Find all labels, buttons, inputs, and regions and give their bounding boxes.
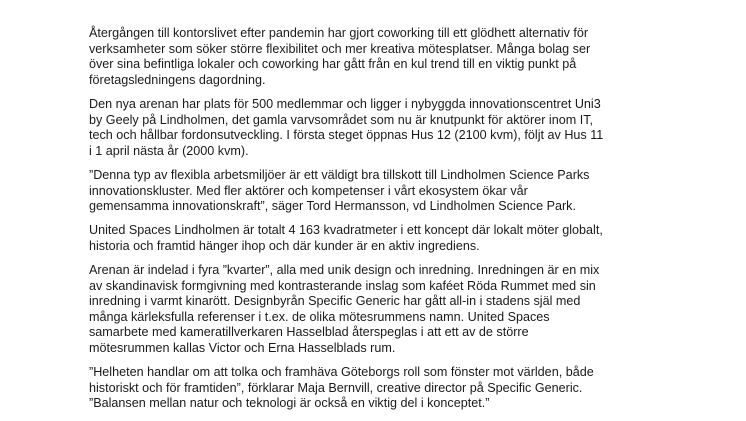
paragraph-quote-bernvill: ”Helheten handlar om att tolka och framhäva Göteborgs roll som fönster mot världen, både historiskt och för framtiden”, förklarar Maja Bernvill, creative director på Specific Generic. ”Balansen mellan natur och teknologi är också en viktig del i konceptet.” — [89, 365, 594, 411]
paragraph-design-quarters: Arenan är indelad i fyra ”kvarter”, alla med unik design och inredning. Inredningen är en mix av skandinavisk formgivning med kontrasterande inslag som kaféet Röda Rummet med sin inredning i varmt kinarött. Designbyrån Specific Generic har gått all-in i stadens själ med många kärleksfulla referenser i t.ex. de olika mötesrummens namn. United Spaces samarbete med kameratillverkaren Hasselblad återspeglas i att ett av de större mötesrummen kallas Victor och Erna Hasselblads rum. — [89, 263, 600, 356]
document-body — [89, 0, 669, 421]
paragraph-quote-hermansson: ”Denna typ av flexibla arbetsmiljöer är ett väldigt bra tillskott till Lindholmen Science Parks innovationskluster. Med fler aktörer och kompetenser i vårt ekosystem ökar vår gemensamma innovationskraft”, säger Tord Hermansson, vd Lindholmen Science Park. — [89, 167, 590, 214]
paragraph-arena-location: Den nya arenan har plats för 500 medlemmar och ligger i nybyggda innovationscentret Uni3 by Geely på Lindholmen, det gamla varvsområdet som nu är knutpunkt för aktörer inom IT, tech och hållbar fordonsutveckling. I första steget öppnas Hus 12 (2100 kvm), följt av Hus 11 i 1 april nästa år (2000 kvm). — [89, 96, 604, 158]
paragraph-concept-size: United Spaces Lindholmen är totalt 4 163 kvadratmeter i ett koncept där lokalt möter globalt, historia och framtid hänger ihop och där kunder är en aktiv ingrediens. — [89, 223, 603, 253]
paragraph-coworking-trend: Återgången till kontorslivet efter pandemin har gjort coworking till ett glödhett alternativ för verksamheter som söker större flexibilitet och mer kreativa mötesplatser. Många bolag ser över sina befintliga lokaler och coworking har gått från en kul trend till en viktig punkt på företagsledningens dagordning. — [89, 26, 591, 87]
